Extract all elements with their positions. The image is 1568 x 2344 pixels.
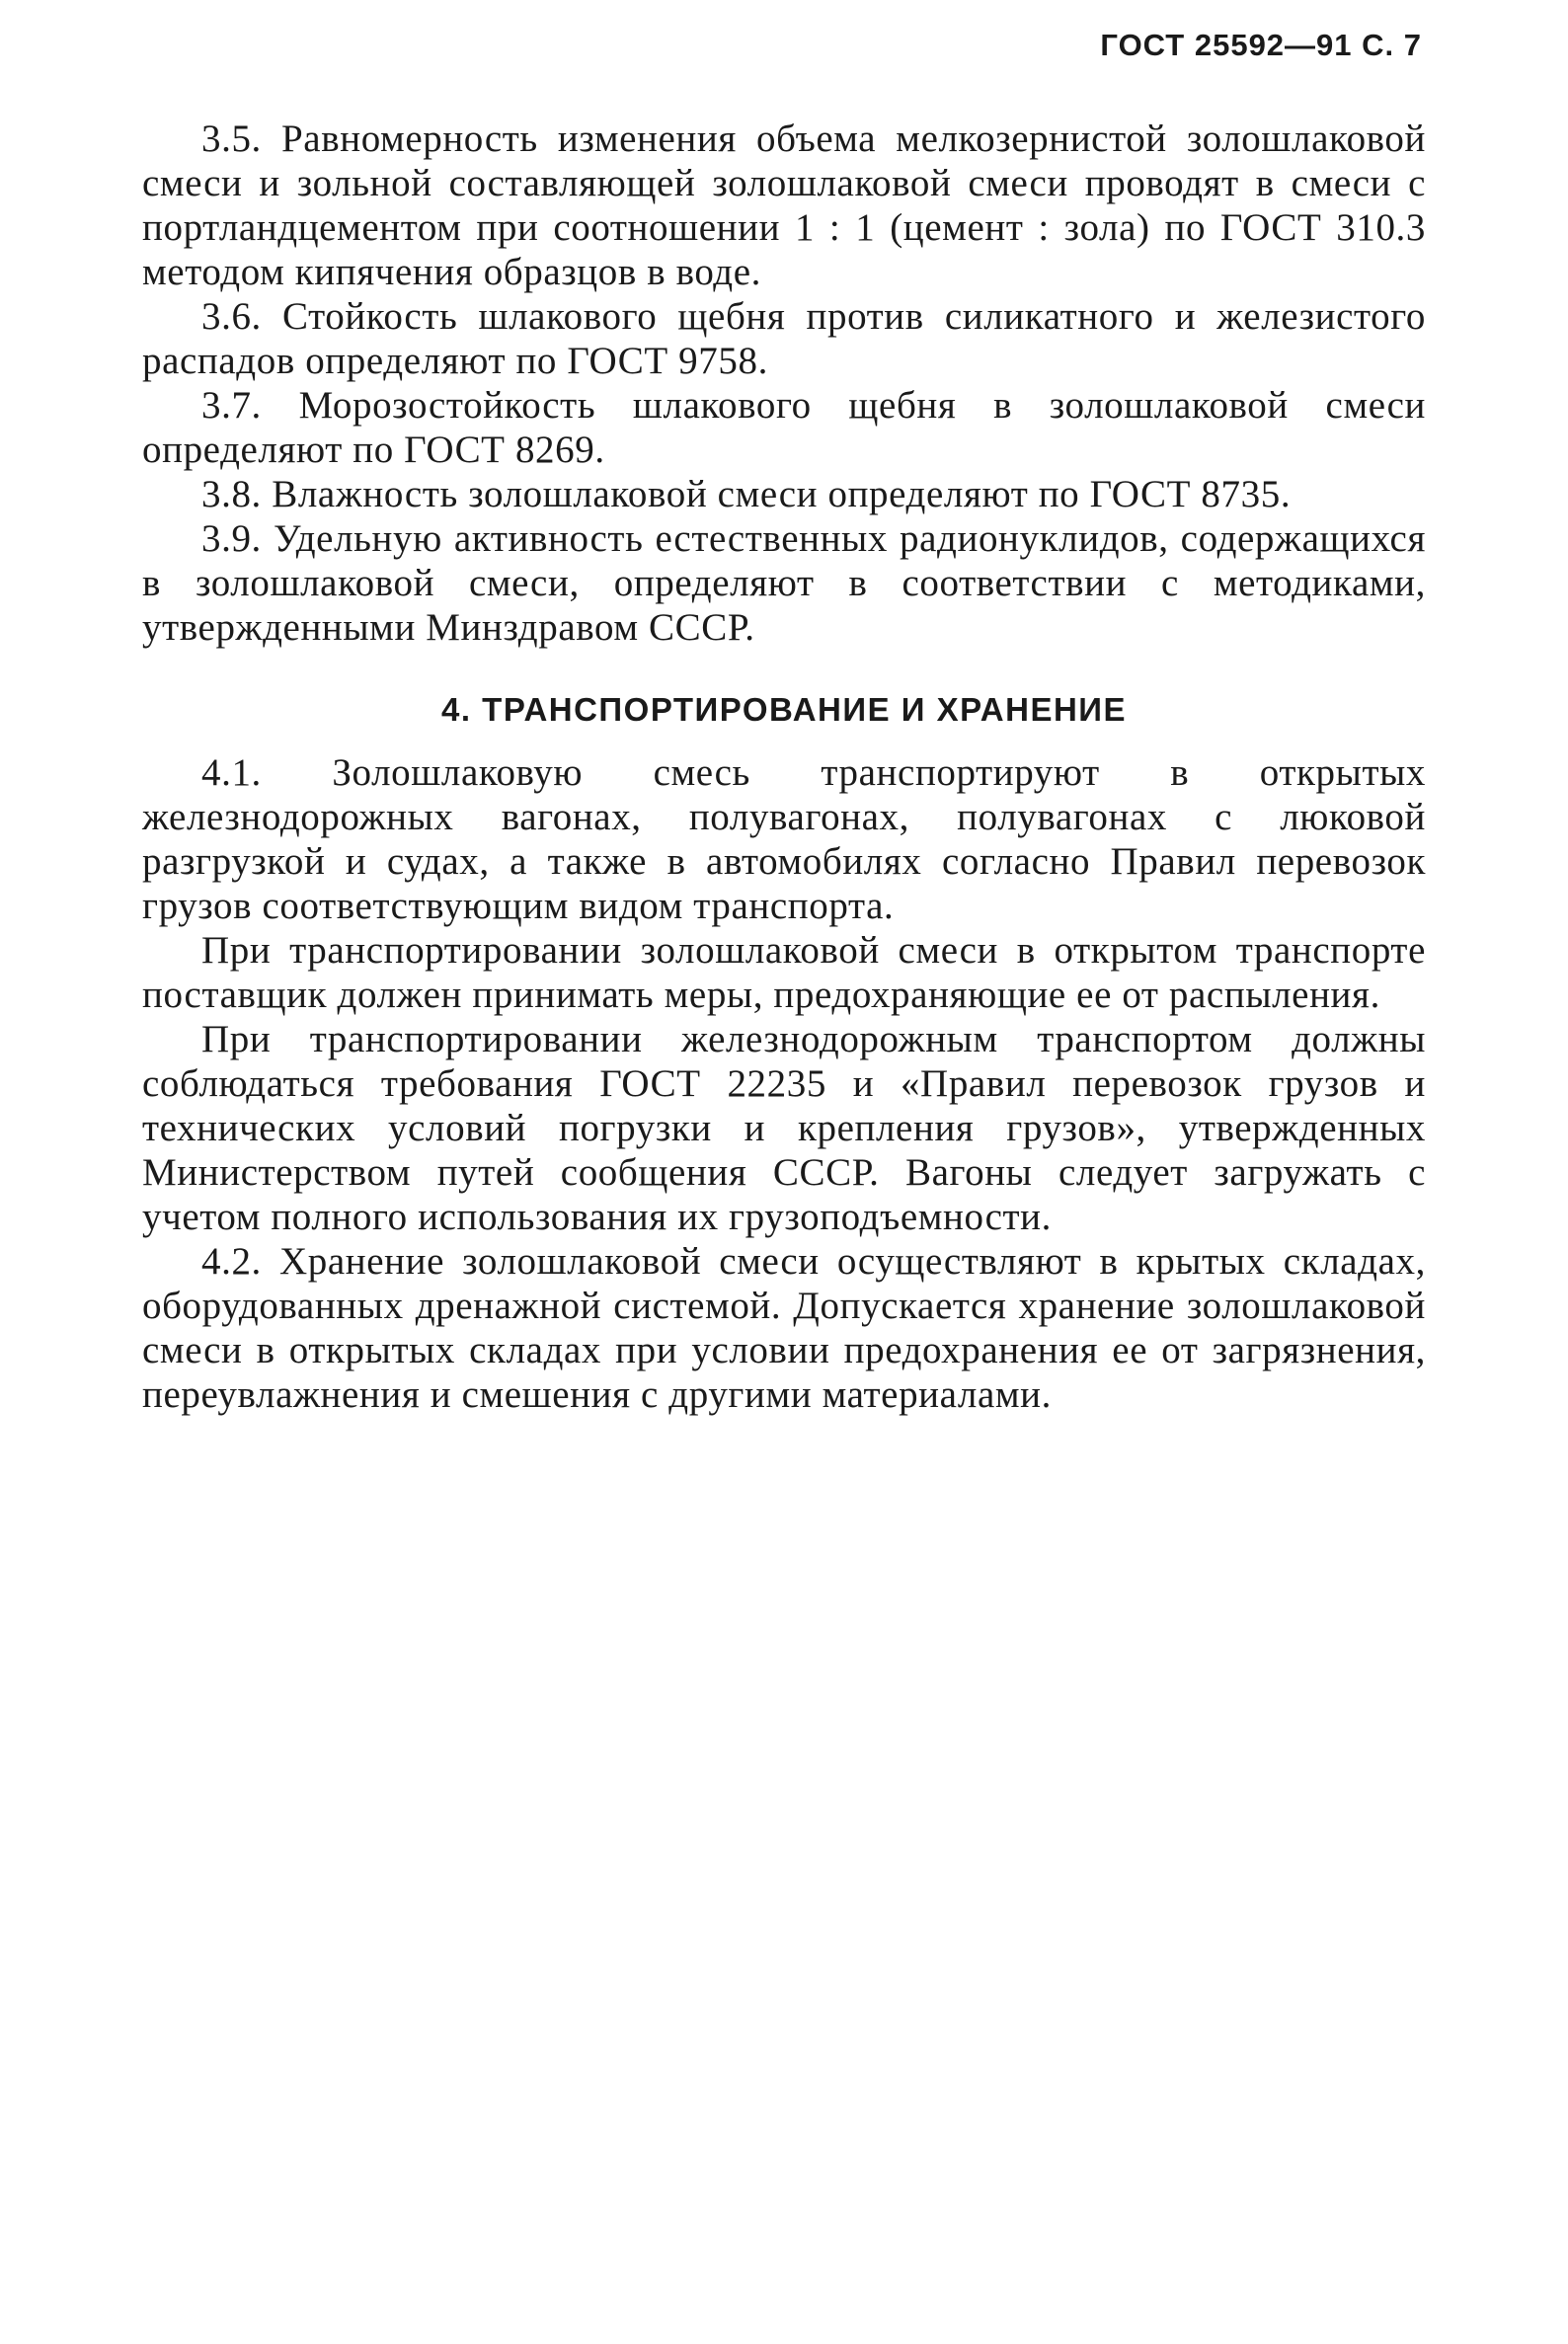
- paragraph-4-1-open-transport: При транспортировании золошлаковой смеси в открытом транспорте поставщик должен принимать меры, предохраняющие ее от распыления.: [142, 929, 1426, 1016]
- section-title-4: 4. ТРАНСПОРТИРОВАНИЕ И ХРАНЕНИЕ: [440, 691, 1128, 728]
- paragraph-3-7: 3.7. Морозостойкость шлакового щебня в золошлаковой смеси определяют по ГОСТ 8269.: [142, 384, 1426, 471]
- paragraph-3-6: 3.6. Стойкость шлакового щебня против силикатного и железистого распадов определяют по ГОСТ 9758.: [142, 295, 1426, 382]
- page-header: ГОСТ 25592—91 С. 7: [1100, 28, 1422, 62]
- paragraph-4-1-rail-transport: При транспортировании железнодорожным транспортом должны соблюдаться требования ГОСТ 22235 и «Правил перевозок грузов и технических условий погрузки и крепления грузов», утвержденных Министерством путей сообщения СССР. Вагоны следует загружать с учетом полного использования их грузоподъемности.: [142, 1018, 1426, 1238]
- paragraph-3-9: 3.9. Удельную активность естественных радионуклидов, содержащихся в золошлаковой смеси, определяют в соответствии с методиками, утвержденными Минздравом СССР.: [142, 517, 1426, 649]
- paragraph-4-2: 4.2. Хранение золошлаковой смеси осуществляют в крытых складах, оборудованных дренажной системой. Допускается хранение золошлаковой смеси в открытых складах при условии предохранения ее от загрязнения, переувлажнения и смешения с другими материалами.: [142, 1240, 1426, 1416]
- paragraph-3-5: 3.5. Равномерность изменения объема мелкозернистой золошлаковой смеси и зольной составляющей золошлаковой смеси проводят в смеси с портландцементом при соотношении 1 : 1 (цемент : зола) по ГОСТ 310.3 методом кипячения образцов в воде.: [142, 117, 1426, 293]
- document-body: [142, 117, 1426, 1417]
- paragraph-3-8: 3.8. Влажность золошлаковой смеси определяют по ГОСТ 8735.: [201, 473, 1292, 515]
- paragraph-4-1: 4.1. Золошлаковую смесь транспортируют в открытых железнодорожных вагонах, полувагонах, полувагонах с люковой разгрузкой и судах, а также в автомобилях согласно Правил перевозок грузов соответствующим видом транспорта.: [142, 751, 1426, 927]
